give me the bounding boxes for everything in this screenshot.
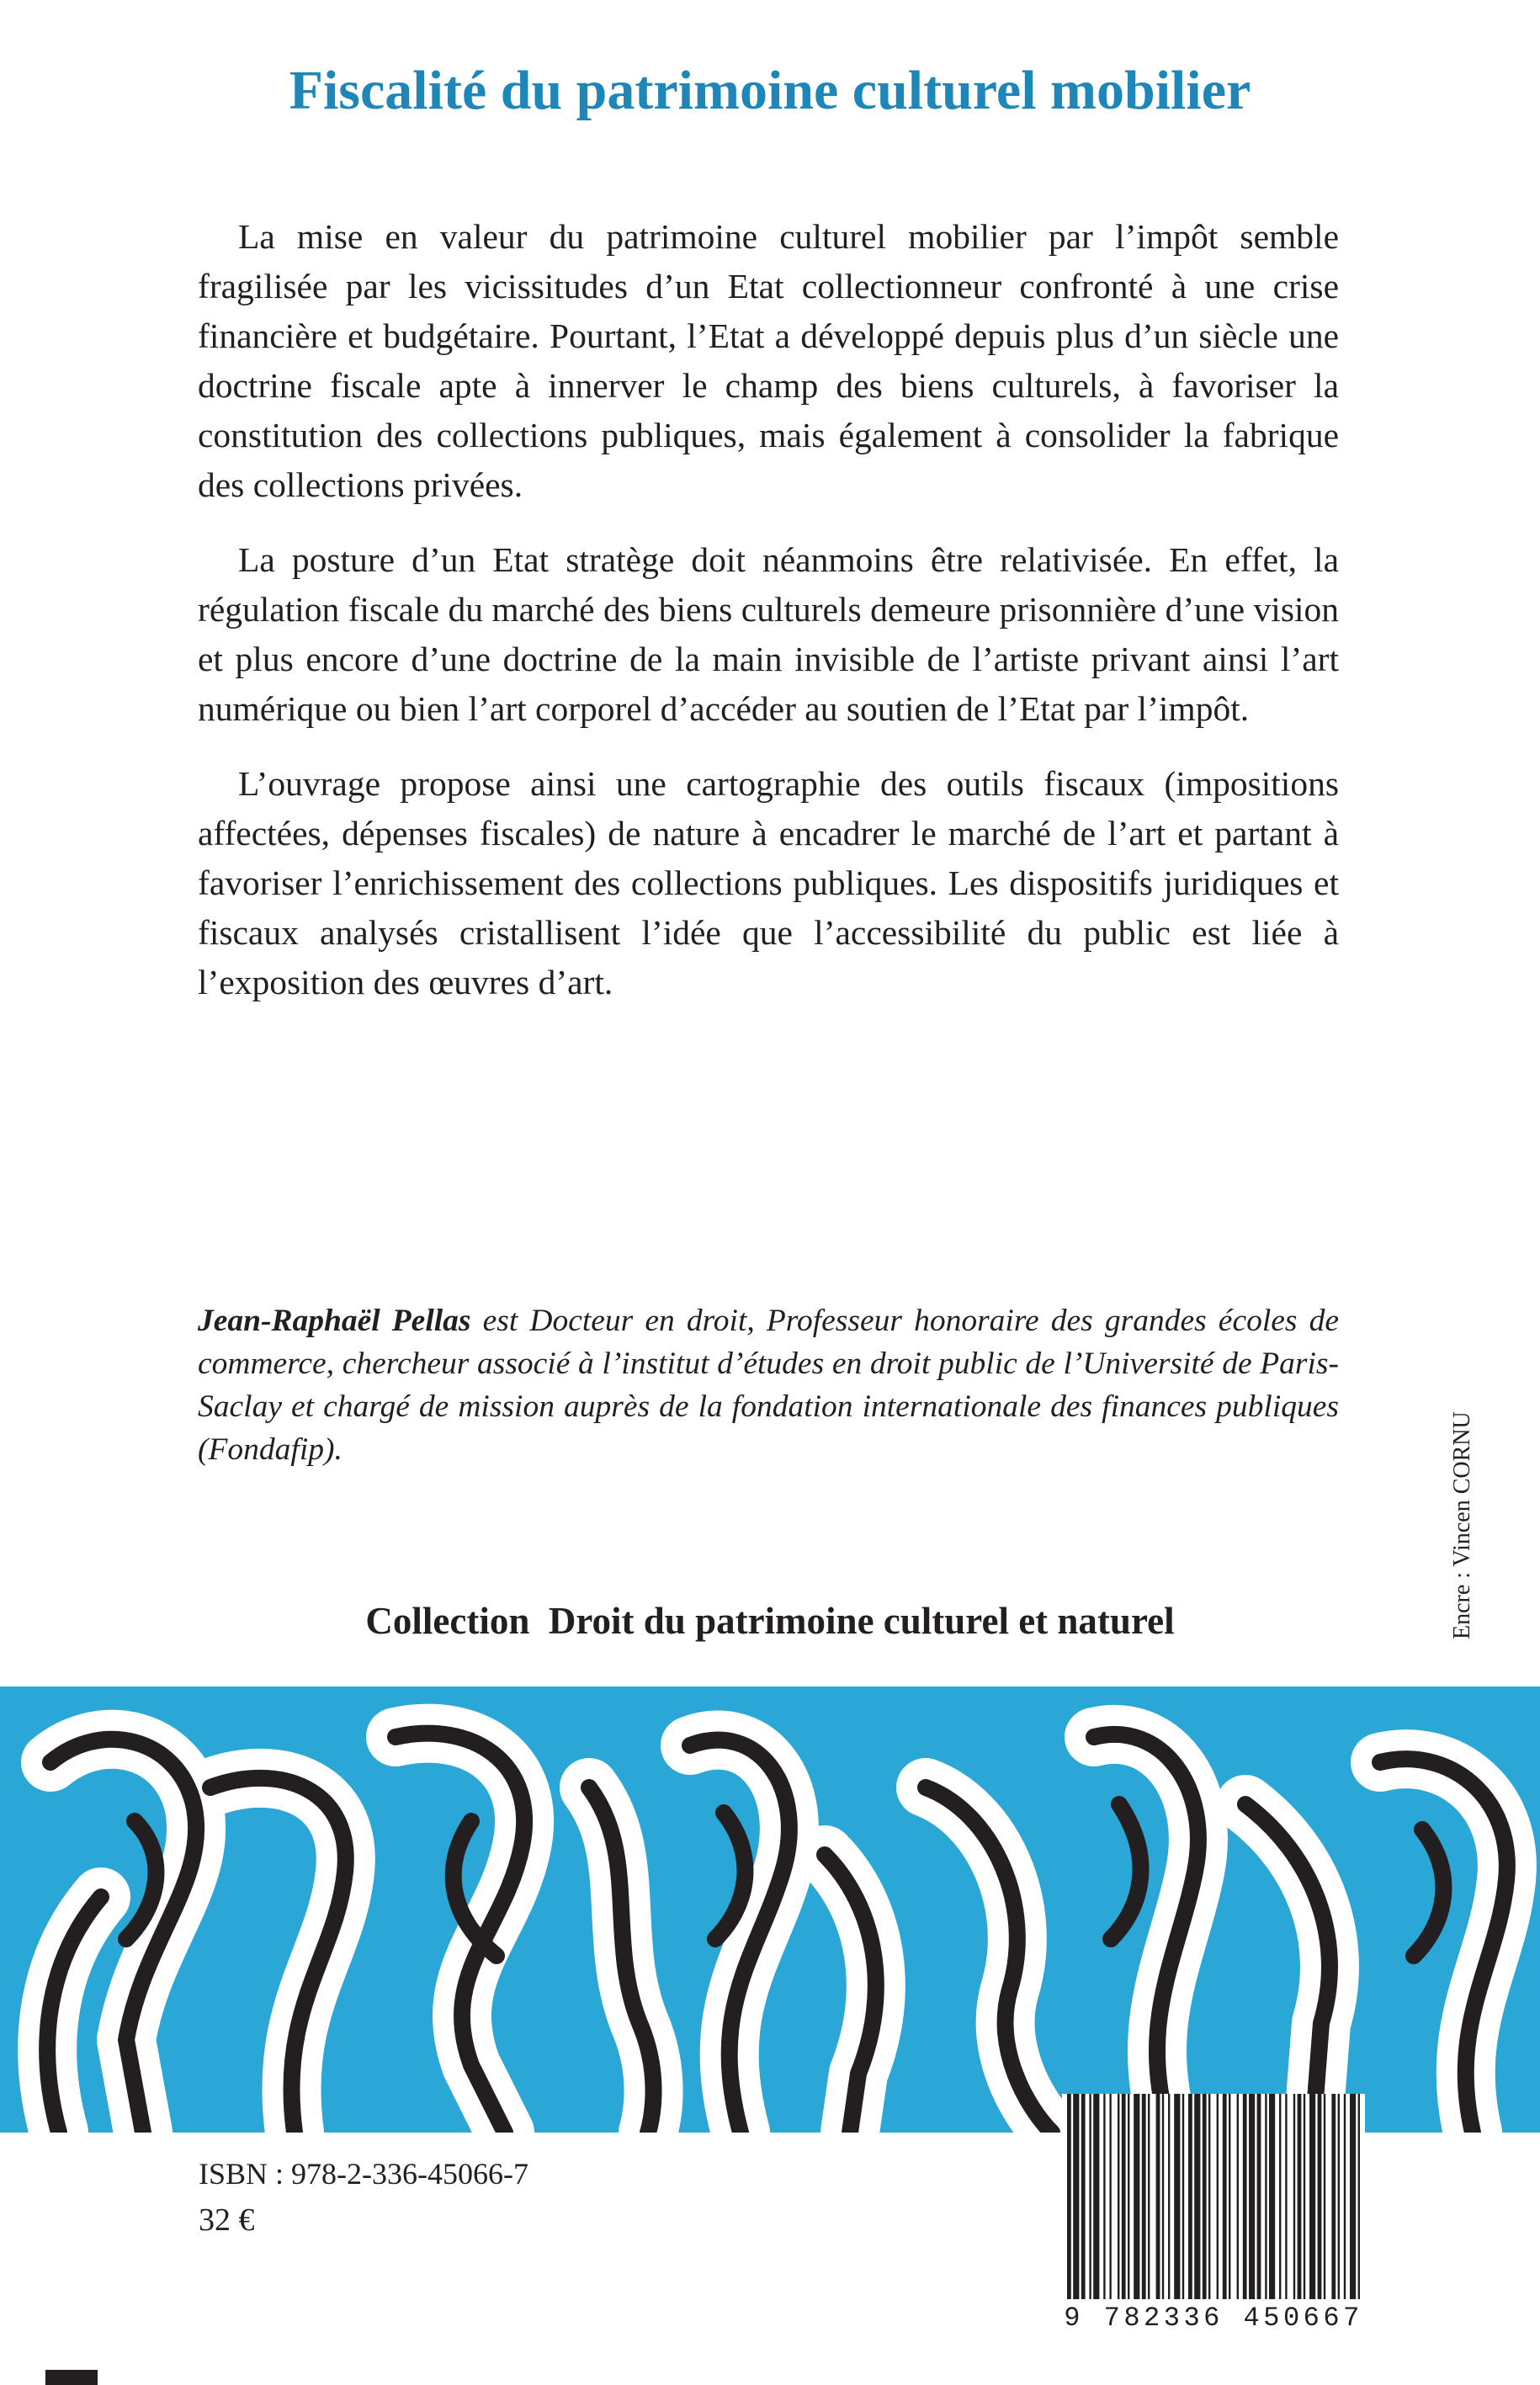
summary-paragraph-1: La mise en valeur du patrimoine culturel mobilier par l’impôt semble fragilisée par les vicissitudes d’un Etat collectionneur confronté à une crise financière et budgétaire. Pourtant, l’Etat a développé depuis plus d’un siècle une doctrine fiscale apte à innerver le champ des biens culturels, à favoriser la constitution des collections publiques, mais également à consolider la fabrique des collections privées. xyxy=(198,217,1339,504)
ink-figures-artwork xyxy=(0,1686,1540,2133)
summary-paragraph-3: L’ouvrage propose ainsi une cartographie des outils fiscaux (impositions affectées, dépenses fiscales) de nature à encadrer le marché de l’art et partant à favoriser l’enrichissement des collections publiques. Les dispositifs juridiques et fiscaux analysés cristallisent l’idée que l’accessibilité du public est liée à l’exposition des œuvres d’art. xyxy=(198,764,1339,1001)
isbn: ISBN : 978-2-336-45066-7 xyxy=(199,2157,528,2191)
illustration-credit: Encre : Vincen CORNU xyxy=(1449,1411,1475,1639)
collection-name: Collection Droit du patrimoine culturel et naturel xyxy=(365,1600,1175,1642)
barcode-digits: 9 782336 450667 xyxy=(1064,2303,1363,2334)
price: 32 € xyxy=(199,2202,255,2238)
corner-mark xyxy=(45,2370,98,2385)
author-name: Jean-Raphaël Pellas xyxy=(198,1304,471,1338)
author-bio xyxy=(198,1299,1339,1471)
book-title: Fiscalité du patrimoine culturel mobilier xyxy=(289,60,1251,121)
summary-paragraph-2: La posture d’un Etat stratège doit néanmoins être relativisée. En effet, la régulation fiscale du marché des biens culturels demeure prisonnière d’une vision et plus encore d’une doctrine de la main invisible de l’artiste privant ainsi l’art numérique ou bien l’art corporel d’accéder au soutien de l’Etat par l’impôt. xyxy=(198,540,1339,728)
barcode xyxy=(1062,2094,1365,2299)
author-bio-text: est Docteur en droit, Professeur honoraire des grandes écoles de commerce, chercheur associé à l’institut d’études en droit public de l’Université de Paris-Saclay et chargé de mission auprès de la fondation internationale des finances publiques (Fondafip). xyxy=(198,1304,1339,1467)
back-cover-summary xyxy=(198,212,1339,1033)
